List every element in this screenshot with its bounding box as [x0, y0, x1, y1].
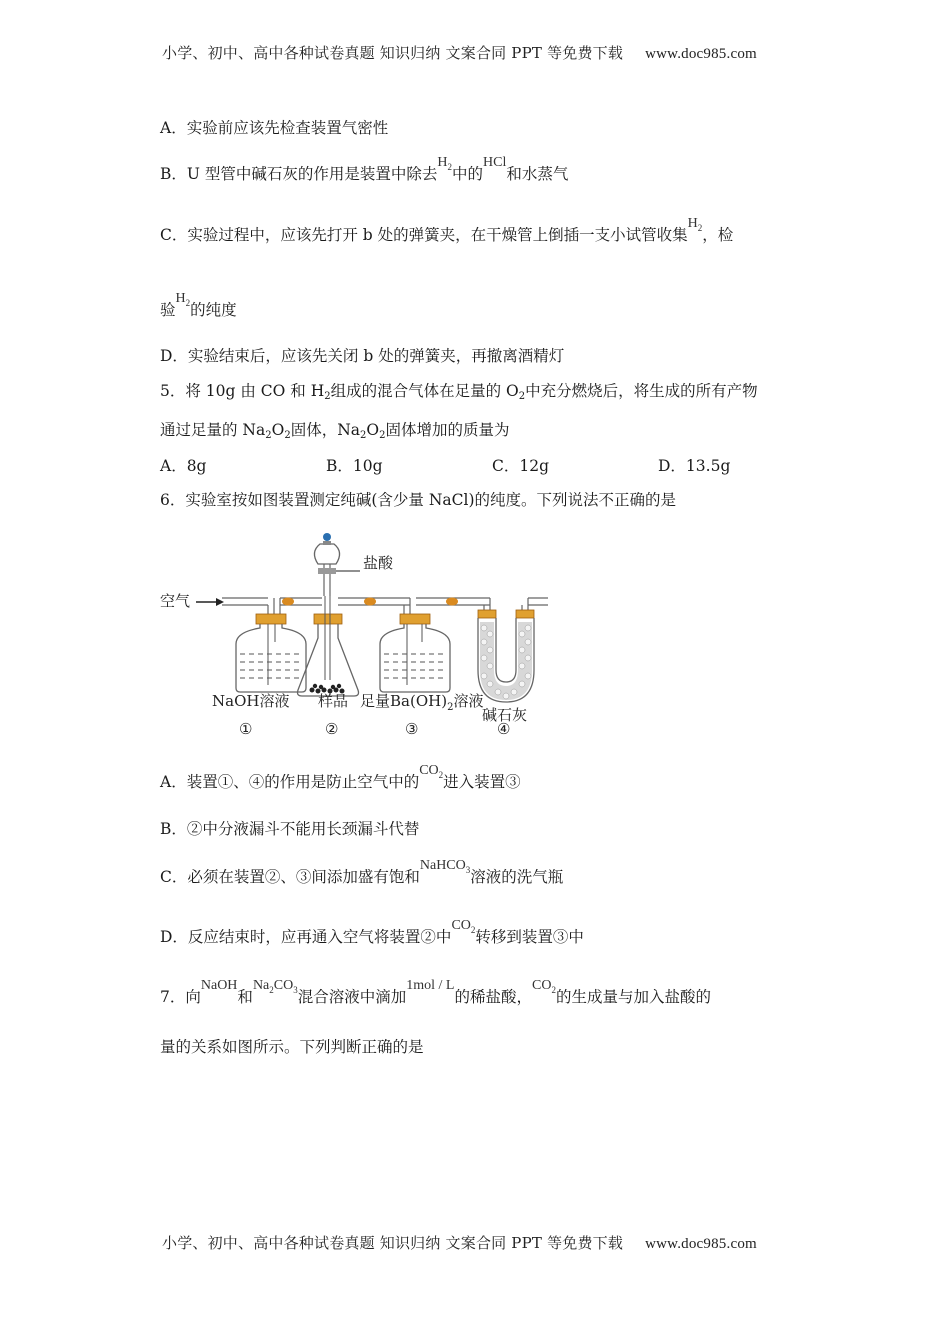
formula-co2: $CO_2$	[451, 918, 476, 935]
formula-h2: $H_2$	[175, 291, 191, 308]
q6-option-d: D．反应结束时，应再通入空气将装置②中$CO_2$转移到装置③中	[160, 918, 584, 946]
q5-option-d: D．13.5g	[658, 457, 731, 475]
label-4: ④	[497, 720, 511, 738]
formula-co2: $CO_2$	[419, 763, 444, 780]
label-2: ②	[325, 720, 339, 738]
q5-option-c: C．12g	[492, 457, 550, 475]
soda-lime-label: 碱石灰	[482, 706, 528, 724]
formula-na2co3: $Na_2CO_3$	[252, 978, 298, 995]
sample-label: 样品	[318, 692, 349, 710]
apparatus-diagram	[160, 530, 560, 740]
connecting-tubes	[222, 598, 548, 614]
q4-option-b: B．U 型管中碱石灰的作用是装置中除去$H_2$中的HCl和水蒸气	[160, 155, 569, 183]
q6-option-a: A．装置①、④的作用是防止空气中的$CO_2$进入装置③	[160, 763, 521, 791]
clamps	[282, 598, 458, 606]
acid-label: 盐酸	[363, 554, 394, 572]
footer-text: 小学、初中、高中各种试卷真题 知识归纳 文案合同 PPT 等免费下载	[162, 1234, 624, 1252]
formula-h2: $H_2$	[687, 216, 703, 233]
air-label: 空气	[160, 592, 191, 610]
q7-stem-line2: 量的关系如图所示。下列判断正确的是	[160, 1038, 424, 1056]
q4-option-c: C．实验过程中，应该先打开 b 处的弹簧夹，在干燥管上倒插一支小试管收集$H_2$，检	[160, 216, 734, 244]
header-text: 小学、初中、高中各种试卷真题 知识归纳 文案合同 PPT 等免费下载	[162, 44, 624, 62]
formula-naoh: NaOH	[200, 978, 238, 993]
q4-option-a: A．实验前应该先检查装置气密性	[160, 119, 389, 137]
header-url[interactable]: www.doc985.com	[645, 46, 757, 62]
q4-option-c-cont: 验$H_2$的纯度	[160, 291, 237, 319]
formula-hcl: HCl	[483, 155, 507, 170]
u-tube-soda-lime	[478, 610, 534, 702]
q6-stem: 6．实验室按如图装置测定纯碱(含少量 NaCl)的纯度。下列说法不正确的是	[160, 491, 677, 509]
page-footer	[162, 1232, 757, 1253]
formula-concentration: 1mol / L	[406, 978, 455, 993]
naoh-label: NaOH溶液	[212, 692, 290, 710]
baoh2-label: 足量$Ba(OH)_2$溶液	[360, 692, 484, 713]
page-header	[162, 42, 757, 63]
q5-option-a: A．8g	[160, 457, 207, 475]
formula-nahco3: NaHCO$_3$	[419, 858, 471, 875]
bottle-baoh2	[380, 614, 450, 692]
label-3: ③	[405, 720, 419, 738]
q4-option-d: D．实验结束后，应该先关闭 b 处的弹簧夹，再撤离酒精灯	[160, 347, 565, 365]
q5-stem-line2: 通过足量的 $Na_2O_2$固体，$Na_2O_2$固体增加的质量为	[160, 421, 510, 441]
q6-option-c: C．必须在装置②、③间添加盛有饱和NaHCO$_3$溶液的洗气瓶	[160, 858, 564, 886]
q5-option-b: B．10g	[326, 457, 383, 475]
formula-h2: $H_2$	[437, 155, 453, 172]
bottle-naoh	[236, 614, 306, 692]
funnel-knob	[323, 533, 331, 541]
footer-url[interactable]: www.doc985.com	[645, 1236, 757, 1252]
formula-co2: $CO_2$	[531, 978, 556, 995]
label-1: ①	[239, 720, 253, 738]
q6-option-b: B．②中分液漏斗不能用长颈漏斗代替	[160, 820, 420, 838]
q7-stem-line1: 7．向NaOH和$Na_2CO_3$混合溶液中滴加1mol / L的稀盐酸，$CO_2$的生成量与加入盐酸的	[160, 978, 711, 1006]
q5-stem-line1: 5．将 10g 由 CO 和 $H_2$组成的混合气体在足量的 $O_2$中充分燃烧后，将生成的所有产物	[160, 382, 758, 402]
q5-options	[160, 456, 730, 476]
